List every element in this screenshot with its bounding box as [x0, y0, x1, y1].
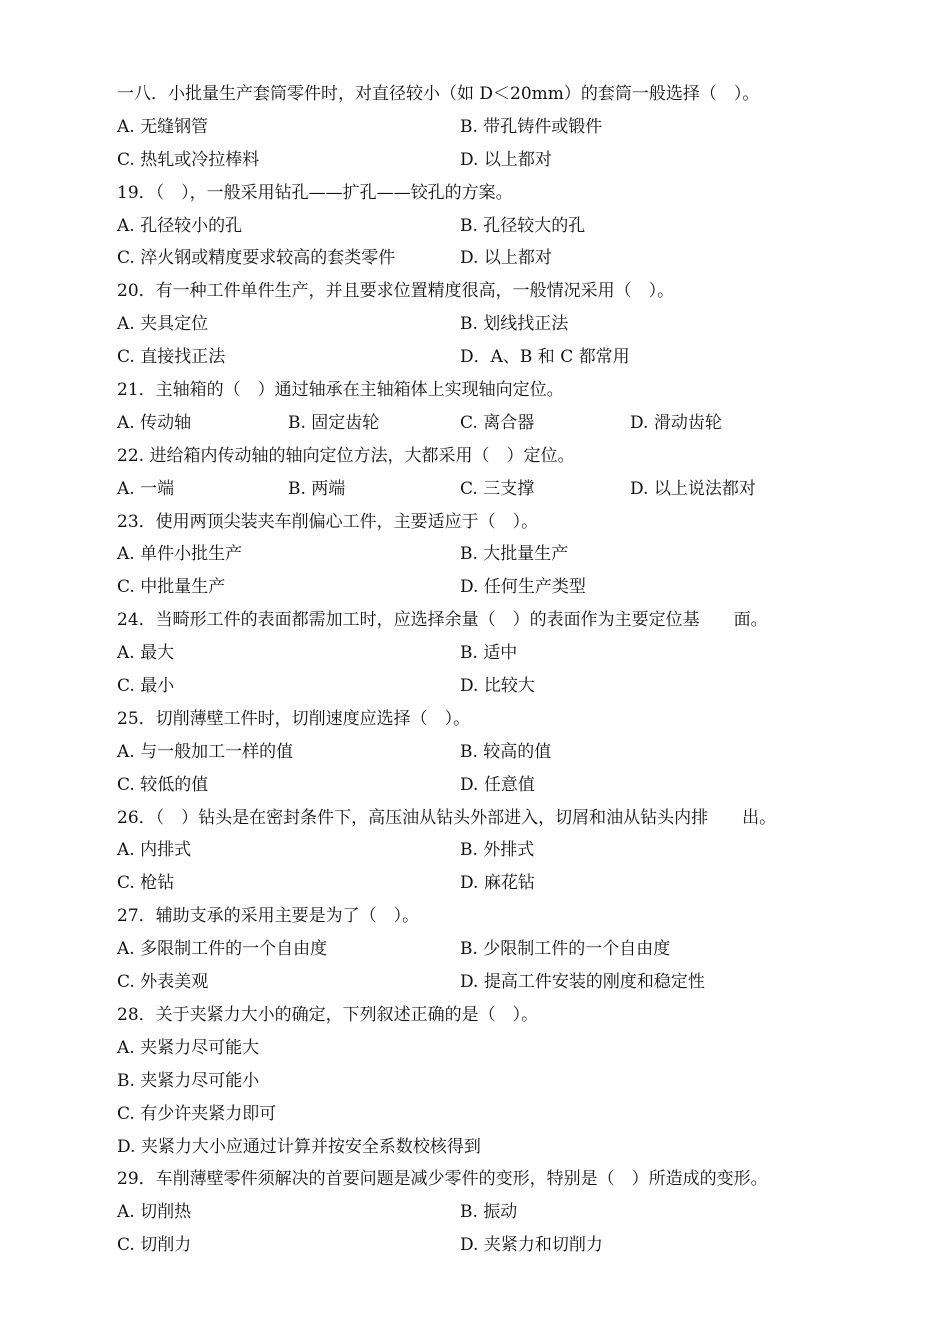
question-stem: 20．有一种工件单件生产，并且要求位置精度很高，一般情况采用（ ）。 — [117, 281, 675, 302]
option-row — [117, 308, 917, 341]
option-a: A. 夹具定位 — [117, 314, 209, 335]
question-stem: 26．（ ）钻头是在密封条件下，高压油从钻头外部进入，切屑和油从钻头内排 出。 — [117, 807, 777, 828]
question-stem: 27．辅助支承的采用主要是为了（ ）。 — [117, 906, 420, 927]
question-stem: 29．车削薄壁零件须解决的首要问题是减少零件的变形，特别是（ ）所造成的变形。 — [117, 1169, 768, 1190]
option-row — [117, 341, 917, 374]
option-row — [117, 966, 917, 999]
option-a: A. 孔径较小的孔 — [117, 215, 243, 236]
option-row — [117, 637, 917, 670]
option-b: B. 带孔铸件或锻件 — [460, 116, 603, 137]
option-b: B. 孔径较大的孔 — [460, 215, 586, 236]
option-b: B. 夹紧力尽可能小 — [117, 1070, 260, 1091]
option-a: A. 内排式 — [117, 840, 192, 861]
option-row — [117, 144, 917, 177]
option-b: B. 固定齿轮 — [288, 412, 380, 433]
option-d: D. 以上说法都对 — [630, 478, 756, 499]
option-b: B. 外排式 — [460, 840, 535, 861]
option-row — [117, 111, 917, 144]
option-d: D. 夹紧力大小应通过计算并按安全系数校核得到 — [117, 1136, 481, 1157]
question-stem: 23．使用两顶尖装夹车削偏心工件，主要适应于（ ）。 — [117, 511, 539, 532]
option-b: B. 适中 — [460, 643, 518, 664]
option-b: B. 划线找正法 — [460, 314, 569, 335]
option-c: C. 淬火钢或精度要求较高的套类零件 — [117, 248, 396, 269]
question-stem: 24．当畸形工件的表面都需加工时，应选择余量（ ）的表面作为主要定位基 面。 — [117, 610, 768, 631]
option-d: D. 麻花钻 — [460, 873, 535, 894]
option-row — [117, 769, 917, 802]
option-row — [117, 736, 917, 769]
question-stem: 22. 进给箱内传动轴的轴向定位方法，大都采用（ ）定位。 — [117, 445, 575, 466]
option-b: B. 少限制工件的一个自由度 — [460, 939, 671, 960]
option-a: A. 传动轴 — [117, 412, 192, 433]
exam-page — [117, 78, 917, 1262]
option-d: D．A、B 和 C 都常用 — [460, 347, 630, 368]
option-c: C. 三支撑 — [460, 478, 535, 499]
option-d: D. 任何生产类型 — [460, 577, 586, 598]
option-c: C. 有少许夹紧力即可 — [117, 1103, 277, 1124]
option-d: D. 提高工件安装的刚度和稳定性 — [460, 972, 705, 993]
option-d: D. 滑动齿轮 — [630, 412, 722, 433]
option-row — [117, 670, 917, 703]
option-d: D. 任意值 — [460, 774, 535, 795]
option-a: A. 切削热 — [117, 1202, 192, 1223]
question-stem: 25．切削薄壁工件时，切削速度应选择（ ）。 — [117, 708, 471, 729]
option-c: C. 直接找正法 — [117, 347, 226, 368]
option-a: A. 与一般加工一样的值 — [117, 741, 294, 762]
option-d: D. 以上都对 — [460, 149, 552, 170]
question-stem: 28．关于夹紧力大小的确定，下列叙述正确的是（ ）。 — [117, 1004, 539, 1025]
question-stem: 19．（ ），一般采用钻孔——扩孔——铰孔的方案。 — [117, 182, 513, 203]
option-row — [117, 571, 917, 604]
option-row — [117, 538, 917, 571]
option-row — [117, 473, 917, 506]
option-d: D. 夹紧力和切削力 — [460, 1235, 603, 1256]
option-b: B. 大批量生产 — [460, 544, 569, 565]
option-row — [117, 1196, 917, 1229]
option-a: A. 多限制工件的一个自由度 — [117, 939, 328, 960]
option-c: C. 离合器 — [460, 412, 535, 433]
option-a: A. 一端 — [117, 478, 175, 499]
option-c: C. 热轧或冷拉棒料 — [117, 149, 260, 170]
question-stem: 21．主轴箱的（ ）通过轴承在主轴箱体上实现轴向定位。 — [117, 380, 564, 401]
option-row — [117, 1229, 917, 1262]
option-row — [117, 242, 917, 275]
option-d: D. 比较大 — [460, 676, 535, 697]
option-c: C. 切削力 — [117, 1235, 192, 1256]
option-b: B. 两端 — [288, 478, 346, 499]
option-row — [117, 210, 917, 243]
option-c: C. 枪钻 — [117, 873, 175, 894]
option-c: C. 最小 — [117, 676, 175, 697]
option-a: A. 无缝钢管 — [117, 116, 209, 137]
option-row — [117, 407, 917, 440]
option-c: C. 较低的值 — [117, 774, 209, 795]
option-d: D. 以上都对 — [460, 248, 552, 269]
question-stem: 一八．小批量生产套筒零件时，对直径较小（如 D＜20mm）的套筒一般选择（ ）。 — [117, 84, 760, 104]
option-row — [117, 867, 917, 900]
option-b: B. 较高的值 — [460, 741, 552, 762]
option-b: B. 振动 — [460, 1202, 518, 1223]
option-a: A. 夹紧力尽可能大 — [117, 1037, 260, 1058]
option-a: A. 单件小批生产 — [117, 544, 243, 565]
option-a: A. 最大 — [117, 643, 175, 664]
option-row — [117, 933, 917, 966]
option-c: C. 中批量生产 — [117, 577, 226, 598]
option-row — [117, 834, 917, 867]
option-c: C. 外表美观 — [117, 972, 209, 993]
